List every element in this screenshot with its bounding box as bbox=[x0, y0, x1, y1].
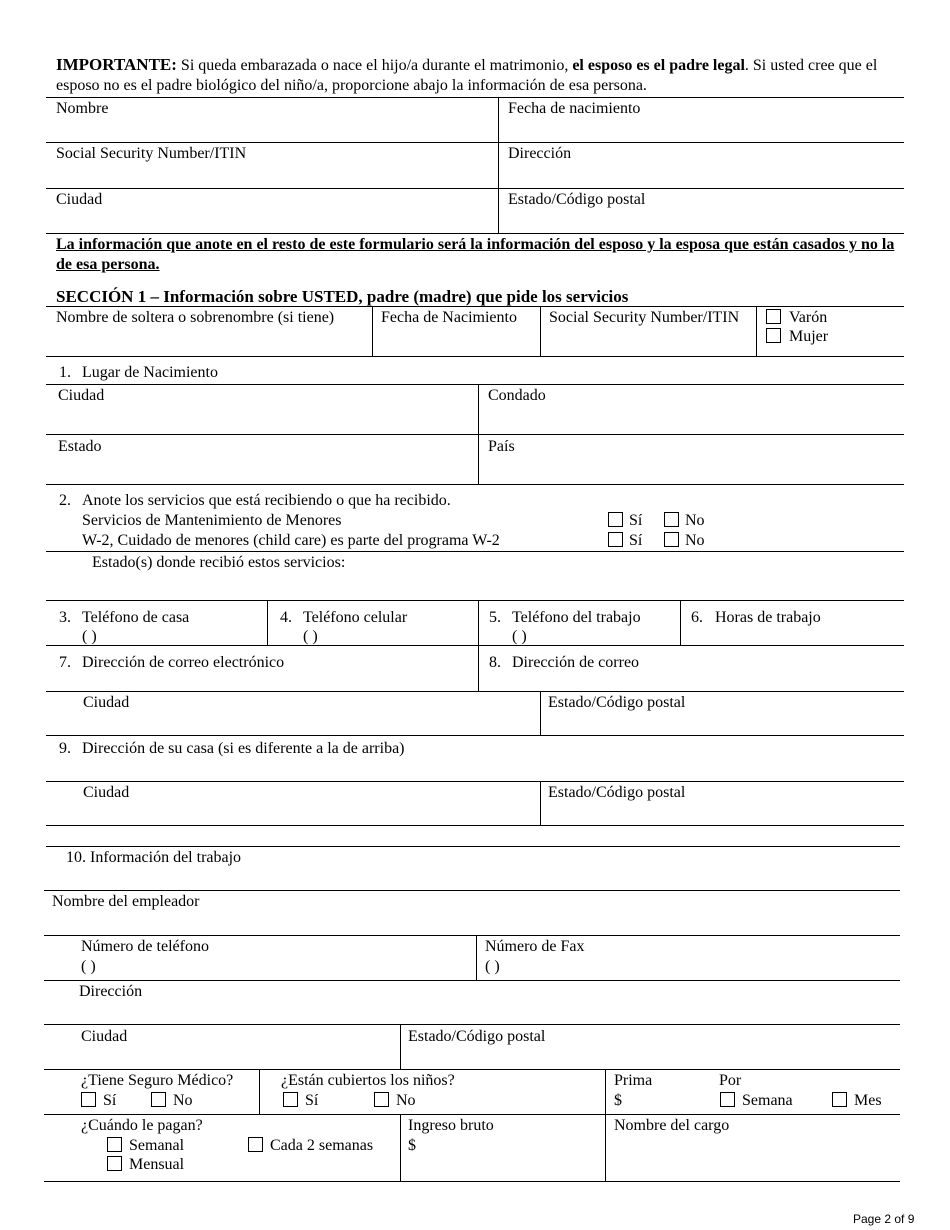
mailing-address-label: Dirección de correo bbox=[512, 654, 640, 671]
important-text2: . Si usted cree que el esposo no es el padre biológico del niño/a, proporcione abajo la información de esa persona. bbox=[56, 57, 878, 94]
pay-frequency-label: ¿Cuándo le pagan? bbox=[81, 1117, 203, 1134]
mailing-city-label: Ciudad bbox=[83, 694, 130, 711]
birth-county-label: Condado bbox=[488, 387, 546, 404]
serv2-no-checkbox[interactable] bbox=[664, 532, 679, 547]
q10-number: 10. bbox=[66, 849, 86, 866]
female-checkbox[interactable] bbox=[766, 328, 781, 343]
employer-fax-paren: ( ) bbox=[485, 958, 500, 975]
service-child-support: Servicios de Mantenimiento de Menores bbox=[82, 512, 342, 529]
service-w2-childcare: W-2, Cuidado de menores (child care) es parte del programa W-2 bbox=[82, 532, 500, 549]
children-no-checkbox[interactable] bbox=[374, 1092, 389, 1107]
father-name-label: Nombre bbox=[56, 100, 109, 117]
premium-label: Prima bbox=[614, 1072, 653, 1089]
male-checkbox[interactable] bbox=[766, 309, 781, 324]
q2-label: Anote los servicios que está recibiendo o que ha recibido. bbox=[82, 492, 451, 509]
maiden-name-label: Nombre de soltera o sobrenombre (si tiene) bbox=[56, 309, 335, 326]
q1-number: 1. bbox=[59, 364, 71, 381]
q4-number: 4. bbox=[280, 609, 292, 626]
insurance-no-label: No bbox=[173, 1092, 193, 1109]
work-info-label: Información del trabajo bbox=[90, 849, 242, 866]
male-label: Varón bbox=[789, 309, 828, 326]
father-address-label: Dirección bbox=[508, 145, 572, 162]
cell-phone-label: Teléfono celular bbox=[303, 609, 408, 626]
notice-text: La información que anote en el resto de este formulario será la información del esposo y la esposa que están casados y no la de esa persona. bbox=[56, 236, 895, 273]
father-ssn-label: Social Security Number/ITIN bbox=[56, 145, 247, 162]
employer-fax-label: Número de Fax bbox=[485, 938, 585, 955]
father-ssn-field[interactable] bbox=[56, 145, 496, 186]
q5-number: 5. bbox=[489, 609, 501, 626]
per-week-label: Semana bbox=[742, 1092, 793, 1109]
insurance-no-checkbox[interactable] bbox=[151, 1092, 166, 1107]
employer-phone-label: Número de teléfono bbox=[81, 938, 209, 955]
q8-number: 8. bbox=[489, 654, 501, 671]
employer-phone-paren: ( ) bbox=[81, 958, 96, 975]
father-state-zip-field[interactable] bbox=[508, 191, 902, 231]
children-yes-checkbox[interactable] bbox=[283, 1092, 298, 1107]
serv2-yes-checkbox[interactable] bbox=[608, 532, 623, 547]
q7-number: 7. bbox=[59, 654, 71, 671]
employer-name-label: Nombre del empleador bbox=[52, 893, 200, 910]
work-phone-label: Teléfono del trabajo bbox=[512, 609, 641, 626]
important-text1: Si queda embarazada o nace el hijo/a durante el matrimonio, bbox=[176, 57, 573, 74]
birth-country-label: País bbox=[488, 438, 515, 455]
serv2-yes-label: Sí bbox=[629, 532, 643, 549]
insurance-yes-label: Sí bbox=[103, 1092, 117, 1109]
biweekly-checkbox[interactable] bbox=[248, 1137, 263, 1152]
father-name-field[interactable] bbox=[56, 100, 496, 140]
q1-label: Lugar de Nacimiento bbox=[82, 364, 218, 381]
home-phone-label: Teléfono de casa bbox=[82, 609, 190, 626]
weekly-checkbox[interactable] bbox=[107, 1137, 122, 1152]
premium-dollar: $ bbox=[614, 1092, 622, 1109]
serv1-no-label: No bbox=[685, 512, 705, 529]
children-no-label: No bbox=[396, 1092, 416, 1109]
father-dob-field[interactable] bbox=[508, 100, 902, 140]
mailing-state-zip-label: Estado/Código postal bbox=[548, 694, 686, 711]
home-phone-paren: ( ) bbox=[82, 628, 97, 645]
serv1-yes-label: Sí bbox=[629, 512, 643, 529]
per-month-checkbox[interactable] bbox=[832, 1092, 847, 1107]
page-number: Page 2 of 9 bbox=[853, 1212, 915, 1226]
per-week-checkbox[interactable] bbox=[720, 1092, 735, 1107]
q2-number: 2. bbox=[59, 492, 71, 509]
email-label: Dirección de correo electrónico bbox=[82, 654, 285, 671]
job-title-label: Nombre del cargo bbox=[614, 1117, 730, 1134]
father-dob-label: Fecha de nacimiento bbox=[508, 100, 641, 117]
children-yes-label: Sí bbox=[305, 1092, 319, 1109]
important-paragraph bbox=[56, 55, 901, 96]
home-state-zip-label: Estado/Código postal bbox=[548, 784, 686, 801]
serv1-yes-checkbox[interactable] bbox=[608, 512, 623, 527]
father-city-label: Ciudad bbox=[56, 191, 103, 208]
children-covered-label: ¿Están cubiertos los niños? bbox=[281, 1072, 455, 1089]
health-insurance-label: ¿Tiene Seguro Médico? bbox=[81, 1072, 234, 1089]
q6-number: 6. bbox=[691, 609, 703, 626]
home-address-label: Dirección de su casa (si es diferente a la de arriba) bbox=[82, 740, 405, 757]
q3-number: 3. bbox=[59, 609, 71, 626]
q9-number: 9. bbox=[59, 740, 71, 757]
biweekly-label: Cada 2 semanas bbox=[270, 1137, 374, 1154]
insurance-yes-checkbox[interactable] bbox=[81, 1092, 96, 1107]
cell-phone-paren: ( ) bbox=[303, 628, 318, 645]
states-services-label: Estado(s) donde recibió estos servicios: bbox=[92, 554, 346, 571]
monthly-checkbox[interactable] bbox=[107, 1156, 122, 1171]
father-state-zip-label: Estado/Código postal bbox=[508, 191, 646, 208]
birth-state-label: Estado bbox=[58, 438, 102, 455]
per-label: Por bbox=[719, 1072, 742, 1089]
home-city-label: Ciudad bbox=[83, 784, 130, 801]
father-city-field[interactable] bbox=[56, 191, 496, 231]
birth-city-label: Ciudad bbox=[58, 387, 105, 404]
important-lead: IMPORTANTE: bbox=[56, 55, 177, 74]
serv2-no-label: No bbox=[685, 532, 705, 549]
gross-income-label: Ingreso bruto bbox=[408, 1117, 494, 1134]
dob-label: Fecha de Nacimiento bbox=[381, 309, 517, 326]
work-hours-label: Horas de trabajo bbox=[715, 609, 821, 626]
important-bold: el esposo es el padre legal bbox=[572, 57, 745, 74]
employer-address-label: Dirección bbox=[79, 983, 143, 1000]
employer-state-zip-label: Estado/Código postal bbox=[408, 1028, 546, 1045]
gross-income-dollar: $ bbox=[408, 1137, 416, 1154]
weekly-label: Semanal bbox=[129, 1137, 185, 1154]
section1-title: SECCIÓN 1 – Información sobre USTED, padre (madre) que pide los servicios bbox=[56, 287, 629, 306]
father-address-field[interactable] bbox=[508, 145, 902, 186]
monthly-label: Mensual bbox=[129, 1156, 185, 1173]
per-month-label: Mes bbox=[854, 1092, 882, 1109]
employer-city-label: Ciudad bbox=[81, 1028, 128, 1045]
female-label: Mujer bbox=[789, 328, 829, 345]
ssn-label: Social Security Number/ITIN bbox=[549, 309, 740, 326]
work-phone-paren: ( ) bbox=[512, 628, 527, 645]
serv1-no-checkbox[interactable] bbox=[664, 512, 679, 527]
